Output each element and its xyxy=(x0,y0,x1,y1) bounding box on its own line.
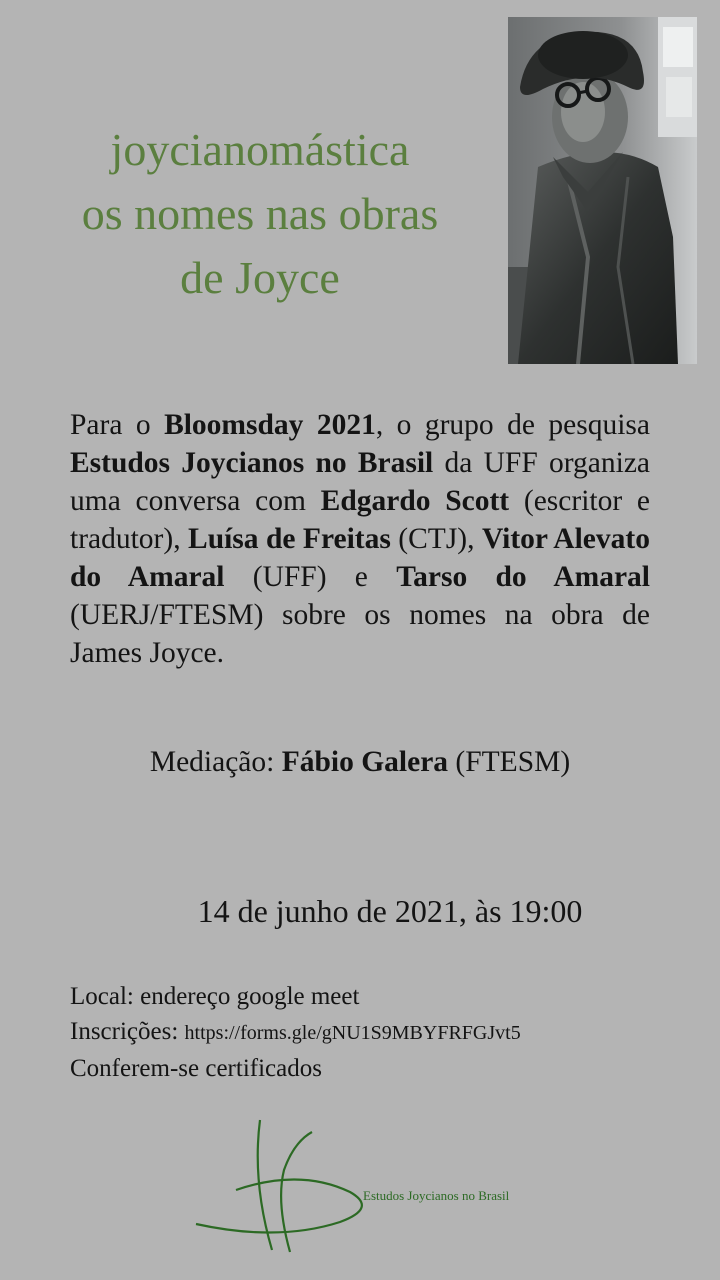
event-date: 14 de junho de 2021, às 19:00 xyxy=(197,893,583,929)
research-group-name: Estudos Joycianos no Brasil xyxy=(70,447,434,479)
title-line-1: joycianomástica xyxy=(110,124,410,175)
speaker-vitor-alevato: Vitor Alevato do Amaral xyxy=(70,523,650,593)
moderator-name: Fábio Galera xyxy=(281,746,449,778)
event-info xyxy=(70,979,690,1086)
speaker-luisa-de-freitas: Luísa de Freitas xyxy=(188,523,391,555)
moderation-line: Mediação: Fábio Galera (FTESM) xyxy=(149,746,571,778)
speaker-tarso-do-amaral: Tarso do Amaral xyxy=(396,561,650,593)
registration-link[interactable]: https://forms.gle/gNU1S9MBYFRFGJvt5 xyxy=(184,1022,521,1044)
event-title xyxy=(40,118,480,310)
registration-line: Inscrições: https://forms.gle/gNU1S9MBYFRFGJvt5 xyxy=(70,1018,521,1045)
certificates-line: Conferem-se certificados xyxy=(70,1055,322,1082)
location-line: Local: endereço google meet xyxy=(70,983,360,1010)
bloomsday-label: Bloomsday 2021 xyxy=(164,409,376,441)
logo-text: Estudos Joycianos no Brasil xyxy=(363,1188,510,1203)
group-logo-icon xyxy=(190,1112,390,1262)
title-line-3: de Joyce xyxy=(180,252,340,303)
event-description: Para o Bloomsday 2021, o grupo de pesquisa Estudos Joycianos no Brasil da UFF organiza uma conversa com Edgardo Scott (escritor e tradutor), Luísa de Freitas (CTJ), Vitor Alevato do Amaral (UFF) e Tarso do Amaral (UERJ/FTESM) sobre os nomes na obra de James Joyce. xyxy=(70,409,651,669)
title-line-2: os nomes nas obras xyxy=(81,188,439,239)
joyce-statue-photo xyxy=(508,17,697,364)
speaker-edgardo-scott: Edgardo Scott xyxy=(320,485,510,517)
